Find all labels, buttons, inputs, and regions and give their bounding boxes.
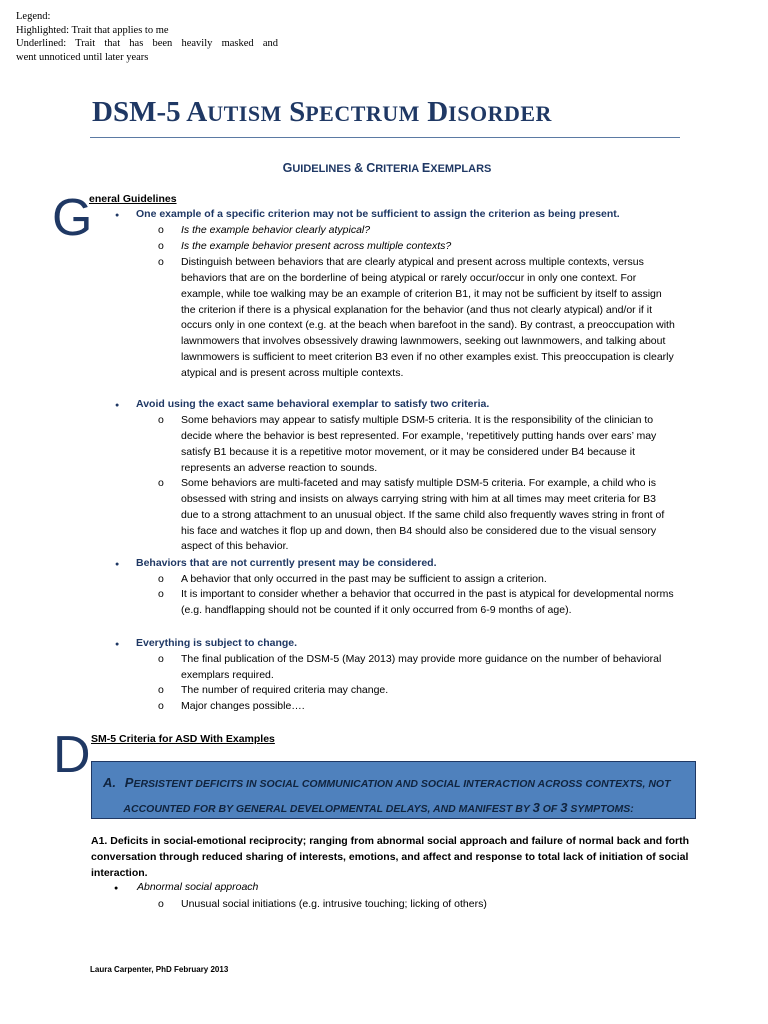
general-heading: eneral Guidelines [89,193,177,205]
legend-heading: Legend: [16,11,51,22]
title-rule [90,137,680,138]
criterion-a-box [91,761,696,819]
general-dropcap: G [52,189,93,247]
criteria-dropcap: D [53,726,91,784]
legend-underlined: Underlined: Trait that has been heavily masked and [16,38,278,49]
document-title: DSM-5 AUTISM SPECTRUM DISORDER [92,96,552,128]
criterion-a1: A1. Deficits in social-emotional reciprocity; ranging from abnormal social approach and failure of normal back and forth conversation through reduced sharing of interests, emotions, and affect and response to total lack of initiation of social interaction. [91,835,690,879]
legend-highlighted: Highlighted: Trait that applies to me [16,24,169,36]
legend-underlined-cont: went unnoticed until later years [16,51,149,63]
criterion-a-text: A. PERSISTENT DEFICITS IN SOCIAL COMMUNICATION AND SOCIAL INTERACTION ACROSS CONTEXTS, NOT ACCOUNTED FOR BY GENERAL DEVELOPMENTAL DELAYS, AND MANIFEST BY 3 OF 3 SYMPTOMS: [103,775,671,815]
criteria-heading: SM-5 Criteria for ASD With Examples [91,733,275,745]
document-subtitle: GUIDELINES & CRITERIA EXEMPLARS [282,161,492,175]
legend [16,10,278,64]
page-footer: Laura Carpenter, PhD February 2013 [90,965,229,974]
